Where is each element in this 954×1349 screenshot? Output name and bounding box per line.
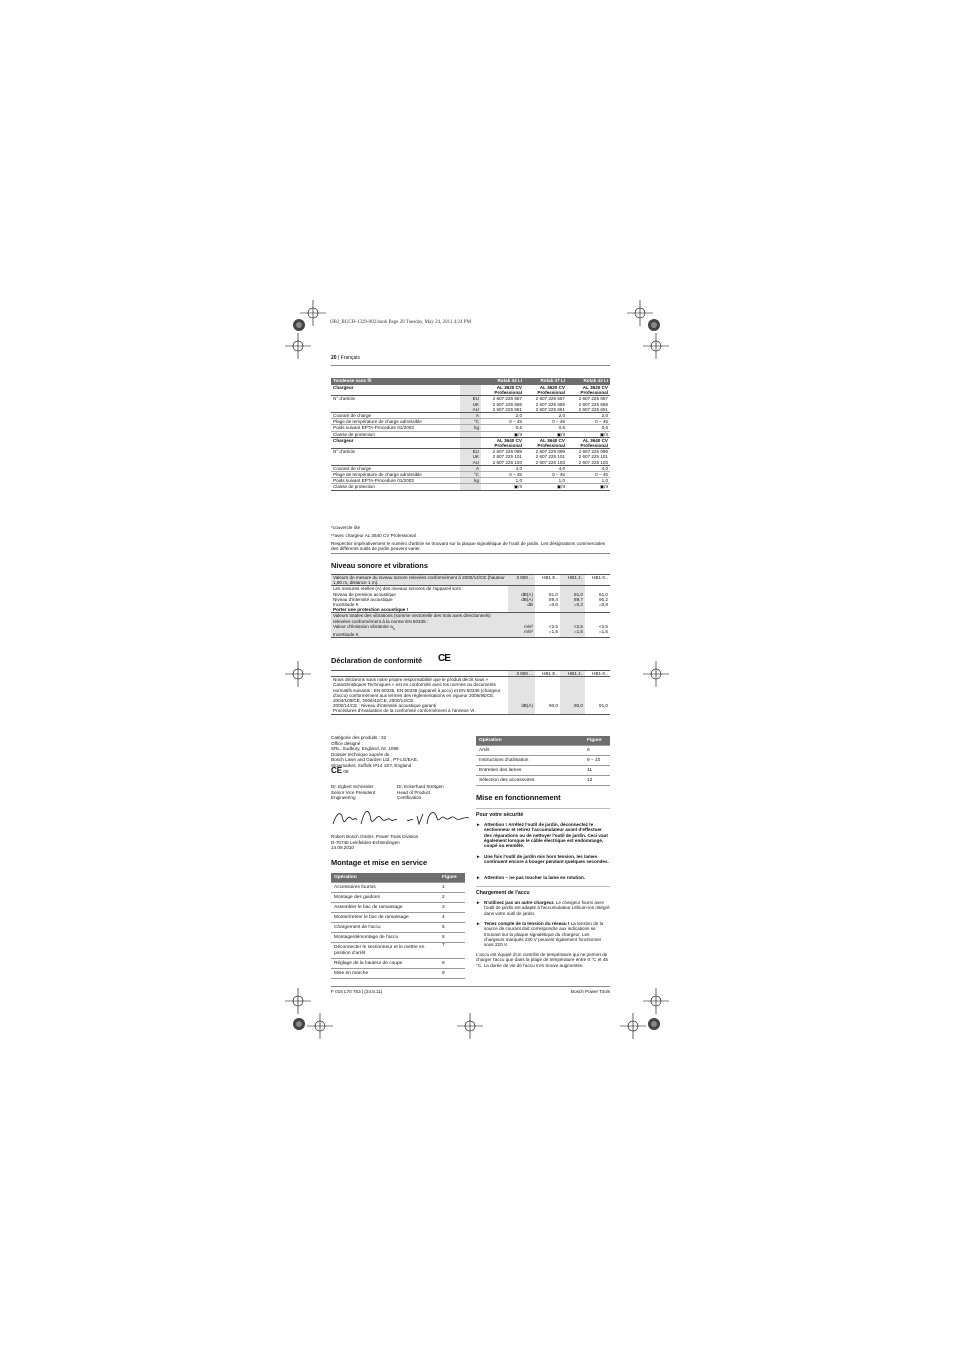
vibration-value: =1,5 bbox=[573, 629, 583, 635]
spec-row-value: 4,0 bbox=[524, 465, 567, 471]
cert-line: Stowmarket, Suffolk IP14 1EY, England bbox=[331, 762, 412, 768]
cert-line: Office désigné : bbox=[331, 740, 363, 746]
operation-row-operation: Entretien des lames bbox=[476, 766, 584, 776]
charger2-value: AL 3640 CV Professional bbox=[567, 437, 610, 448]
charger2-value: AL 3640 CV Professional bbox=[481, 437, 524, 448]
noise-unit: dB bbox=[527, 602, 533, 608]
region: UK bbox=[472, 401, 479, 407]
spec-row-label: Classe de protection bbox=[331, 484, 460, 490]
signatory-name: Dr. Egbert Schneider bbox=[331, 784, 374, 789]
noise-line: Niveau de pression acoustique bbox=[333, 591, 396, 597]
article-number: 2 607 225 103 bbox=[535, 459, 565, 465]
protection-class: ▣/II bbox=[567, 484, 610, 490]
header-language: Français bbox=[340, 355, 360, 361]
article-label: N° d'article bbox=[331, 396, 460, 413]
spec-row-unit: kg bbox=[460, 478, 481, 484]
crop-mark-icon bbox=[643, 661, 669, 687]
montage-head-figure: Figure bbox=[439, 873, 465, 883]
protection-class: ▣/II bbox=[567, 431, 610, 437]
safety-item bbox=[476, 854, 610, 865]
bullet-arrow-icon: ► bbox=[476, 900, 481, 905]
charger1-value: AL 3620 CV Professional bbox=[580, 385, 608, 396]
spec-row-unit: °C bbox=[460, 472, 481, 478]
spec-row-value: 0 – 45 bbox=[524, 419, 567, 425]
signatory-dept: Engineering bbox=[331, 795, 356, 800]
company-line: Robert Bosch GmbH, Power Tools Division bbox=[331, 834, 419, 839]
crop-mark-icon bbox=[307, 1013, 333, 1039]
spec-row-label: Classe de protection bbox=[331, 431, 460, 437]
vibration-value: <2,5 bbox=[573, 623, 583, 629]
safety-text: Une fois l'outil de jardin mis hors tension, les lames continuent encore à bouger pendant quelques secondes. bbox=[484, 854, 609, 865]
spec-row-value: 1,0 bbox=[524, 478, 567, 484]
montage-row-operation: Montage des guidons bbox=[331, 893, 439, 903]
article-number: 2 607 225 101 bbox=[535, 454, 565, 460]
spec-head-unit bbox=[460, 378, 481, 385]
conformity-value: 90,0 bbox=[574, 703, 583, 709]
spec-row-value: 0,6 bbox=[481, 425, 524, 431]
spec-row-value: 0 – 45 bbox=[567, 472, 610, 478]
noise-unit: dB(A) bbox=[521, 591, 533, 597]
article-number: 2 607 225 661 bbox=[578, 406, 608, 412]
signatory-2 bbox=[397, 784, 444, 801]
safety-text: Attention – ne pas toucher la lame en rotation. bbox=[484, 875, 586, 880]
montage-row-operation: Chargement de l'accu bbox=[331, 923, 439, 933]
company-line: D-70745 Leinfelden-Echterdingen bbox=[331, 839, 400, 845]
montage-row-figure: 2 bbox=[439, 893, 465, 903]
spec-row-unit: A bbox=[460, 465, 481, 471]
crop-mark-icon bbox=[300, 300, 326, 326]
spec-row-value: 2,0 bbox=[481, 413, 524, 419]
article-number: 2 607 225 659 bbox=[492, 401, 522, 407]
noise-value: =0,8 bbox=[598, 602, 608, 608]
operation-row-operation: Arrêt bbox=[476, 746, 584, 756]
spec-row-value: 4,0 bbox=[567, 465, 610, 471]
protection-class: ▣/II bbox=[524, 484, 567, 490]
operation-row-operation: Sélection des accessoires bbox=[476, 776, 584, 786]
montage-row-figure: 1 bbox=[439, 883, 465, 893]
spec-head-rotak43: Rotak 43 LI bbox=[567, 378, 610, 385]
montage-row-operation: Monter/retirer le bac de ramassage bbox=[331, 913, 439, 923]
spec-row-value: 1,0 bbox=[567, 478, 610, 484]
charge-item bbox=[476, 900, 610, 916]
bullet-arrow-icon: ► bbox=[476, 875, 481, 880]
article-number: 2 607 225 661 bbox=[492, 406, 522, 412]
montage-row-figure: 9 bbox=[439, 969, 465, 979]
conformity-table bbox=[331, 670, 610, 715]
spec-row-value: 2,0 bbox=[524, 413, 567, 419]
operation-row-figure: 11 bbox=[584, 766, 610, 776]
article-number: 2 607 225 657 bbox=[492, 396, 522, 402]
article-number: 2 607 225 099 bbox=[492, 449, 522, 455]
spec-row-value: 4,0 bbox=[481, 465, 524, 471]
crop-mark-icon bbox=[643, 333, 669, 359]
protection-class: ▣/II bbox=[481, 484, 524, 490]
montage-row-figure: 5 bbox=[439, 923, 465, 933]
charge-bold: Tenez compte de la tension du réseau ! bbox=[484, 921, 570, 926]
vibration-value: <2,5 bbox=[598, 623, 608, 629]
bullet-arrow-icon: ► bbox=[476, 854, 481, 859]
page-number: 20 bbox=[331, 355, 337, 361]
spec-head-rotak37: Rotak 37 LI bbox=[524, 378, 567, 385]
noise-table: Valeurs de mesure du niveau sonore relevées conformément à 2000/14/CE (hauteur 1,60 m, distance 1 m). 3 600 ... HB1 E.. HB1 J.. HB1 K.. Les mesures réelles (A) des niveaux sonores de l'appareil sont : Niveau de pression acoustique Niveau d'intensité acoustique Incertitude K Porter une protection acoustique ! dB(A) dB(A) dB 81,0 89,4 =0,6 81,0 89,7 =0,3 81,0 90,2 =0,8 Valeurs totales des vibrations (somme vectorielle des trois axes directionnels) relevées conformément à la norme EN 60335 : Valeur d'émission vibratoire $a_h$ Incertitude K m/s² m/s² <2,5 =1,5 <2,5 =1,5 <2,5 =1,5 bbox=[333, 575, 608, 637]
bullet-arrow-icon: ► bbox=[476, 921, 481, 926]
noise-col-head: HB1 K.. bbox=[585, 575, 610, 586]
spec-row-unit: kg bbox=[460, 425, 481, 431]
article-number: 2 607 225 101 bbox=[578, 454, 608, 460]
operation-row-figure: 9 – 10 bbox=[584, 756, 610, 766]
crop-mark-icon bbox=[457, 1013, 483, 1039]
crop-mark-icon bbox=[285, 333, 311, 359]
signatory-dept: Certification bbox=[397, 795, 422, 800]
signatory-role: Head of Product bbox=[397, 789, 431, 795]
spec-row-value: 1,0 bbox=[481, 478, 524, 484]
safety-text: Attention ! Arrêtez l'outil de jardin, déconnectez le sectionneur et retirez l'accumulateur avant d'effectuer des réparations ou de nettoyer l'outil de jardin. Ceci vaut également lorsque le câble électrique est endommagé, coupé ou emmêlé. bbox=[484, 822, 608, 849]
ce-mark-icon: CE bbox=[438, 653, 450, 664]
noise-title: Niveau sonore et vibrations bbox=[331, 561, 428, 570]
spec-row-value: 0,6 bbox=[567, 425, 610, 431]
cert-line: Dossier technique auprès de : bbox=[331, 751, 393, 757]
ce-mark-icon: CE bbox=[331, 766, 343, 775]
vibration-line: Incertitude K bbox=[333, 631, 359, 637]
montage-row-figure: 8 bbox=[439, 959, 465, 969]
conformity-col-head: HB1 K.. bbox=[585, 671, 610, 677]
vibration-line: Valeur d'émission vibratoire a bbox=[333, 623, 393, 629]
signatory-role: Senior Vice President bbox=[331, 789, 376, 795]
cert-line: SRL, Sudbury, England, Nr. 1088 bbox=[331, 746, 399, 751]
conformity-col-head: HB1 J.. bbox=[560, 671, 585, 677]
page-header bbox=[331, 355, 610, 366]
spec-row-label: Plage de température de charge admissible bbox=[331, 472, 460, 478]
article-number: 2 607 225 103 bbox=[578, 459, 608, 465]
article-number: 2 607 225 103 bbox=[492, 459, 522, 465]
conformity-value: 91,0 bbox=[599, 703, 608, 709]
spec-row-unit bbox=[460, 484, 481, 490]
article-number: 2 607 225 659 bbox=[535, 401, 565, 407]
signatory-name: Dr. Eckerhard Strötgen bbox=[397, 784, 444, 789]
noise-line: Niveau d'intensité acoustique bbox=[333, 596, 393, 602]
ce-year: 08 bbox=[343, 769, 349, 774]
charge-text: Le chargeur fourni avec l'outil de jardin est adapté à l'accumulateur Lithium-ion intégré dans votre outil de jardin. bbox=[484, 900, 610, 916]
operation-head-figure: Figure bbox=[584, 736, 610, 746]
article-number: 2 607 225 661 bbox=[535, 406, 565, 412]
conformity-col-head: 3 600 ... bbox=[508, 671, 535, 677]
cert-line: Bosch Lawn and Garden Ltd., PT-LG/EAE, bbox=[331, 757, 419, 762]
region: EU bbox=[472, 396, 479, 402]
spec-row-value: 0 – 45 bbox=[524, 472, 567, 478]
footer-right: Bosch Power Tools bbox=[571, 989, 610, 994]
noise-value: 89,4 bbox=[549, 596, 558, 602]
spec-row-value: 0,6 bbox=[524, 425, 567, 431]
noise-value: 81,0 bbox=[549, 591, 558, 597]
spec-row-unit: °C bbox=[460, 419, 481, 425]
vibration-value: =1,5 bbox=[598, 629, 608, 635]
operation-row-figure: 12 bbox=[584, 776, 610, 786]
charger1-label: Chargeur bbox=[333, 385, 354, 390]
article-number: 2 607 225 099 bbox=[535, 449, 565, 455]
noise-line: Incertitude K bbox=[333, 602, 359, 608]
spec-row-value: 0 – 45 bbox=[481, 472, 524, 478]
charge-bold: N'utilisez pas un autre chargeur. bbox=[484, 900, 555, 905]
charge-text: La tension de la source de courant doit correspondre aux indications se trouvant sur la plaque signalétique du chargeur. Les chargeurs marqués 230 V peuvent également fonctionner sous 220 V. bbox=[484, 921, 604, 948]
article-number: 2 607 225 659 bbox=[578, 401, 608, 407]
header-separator: | bbox=[336, 355, 341, 361]
operation-row-operation: Instructions d'utilisation bbox=[476, 756, 584, 766]
bullet-arrow-icon: ► bbox=[476, 822, 481, 827]
spec-row-value: 0 – 45 bbox=[567, 419, 610, 425]
montage-title: Montage et mise en service bbox=[331, 858, 428, 867]
article-label: N° d'article bbox=[331, 449, 460, 466]
signatory-1 bbox=[331, 784, 375, 801]
region: AU bbox=[472, 459, 479, 465]
article-number: 2 607 225 099 bbox=[578, 449, 608, 455]
conformity-title: Déclaration de conformité bbox=[331, 656, 423, 665]
noise-row1: Valeurs de mesure du niveau sonore relevées conformément à 2000/14/CE (hauteur 1,60 m, distance 1 m). bbox=[331, 575, 508, 586]
spec-row-label: Courant de charge bbox=[331, 465, 460, 471]
crop-mark-icon bbox=[285, 661, 311, 687]
spec-row-label: Courant de charge bbox=[331, 413, 460, 419]
montage-row-figure: 7 bbox=[439, 943, 465, 959]
conformity-text: Nous déclarons sous notre propre responsabilité que le produit décrit sous « Caractéristiques Techniques » est en conformité avec les normes ou documents normatifs suivants : EN 60335, EN 50338 (appareil à accu) et EN 60335 (chargeur d'accu) conformément aux termes des réglementations en vigueur 2006/95/CE, 2004/108/CE, 2006/42/CE, 2000/14/CE. bbox=[333, 677, 501, 704]
charge-paragraph: L'accu est équipé d'un contrôle de température qui ne permet de charger l'accu que dans la plage de température entre 0 °C et 45 °C. La durée de vie de l'accu s'en trouve augmentée. bbox=[476, 952, 608, 968]
safety-title: Pour votre sécurité bbox=[476, 812, 524, 818]
spec-row-label: Poids suivant EPTA-Procedure 01/2003 bbox=[331, 478, 460, 484]
region: AU bbox=[472, 406, 479, 412]
charger1-value: AL 3620 CV Professional bbox=[494, 385, 522, 396]
operation-table bbox=[476, 736, 610, 786]
region: UK bbox=[472, 454, 479, 460]
montage-row-operation: Assembler le bac de ramassage bbox=[331, 903, 439, 913]
noise-value: 81,0 bbox=[574, 591, 583, 597]
company-date: 14.09.2010 bbox=[331, 845, 354, 850]
montage-row-operation: Accessoires fournis bbox=[331, 883, 439, 893]
operation-head-operation: Opération bbox=[476, 736, 584, 746]
vibration-unit: m/s² bbox=[524, 623, 533, 629]
noise-col-head: HB1 J.. bbox=[560, 575, 585, 586]
spec-table bbox=[331, 378, 610, 491]
noise-line: Les mesures réelles (A) des niveaux sonores de l'appareil sont : bbox=[333, 586, 464, 592]
conformity-col-head: HB1 E.. bbox=[535, 671, 560, 677]
registration-mark-icon bbox=[641, 1011, 667, 1037]
mise-title: Mise en fonctionnement bbox=[476, 793, 561, 802]
noise-value: =0,3 bbox=[573, 602, 583, 608]
noise-col-head: HB1 E.. bbox=[535, 575, 560, 586]
conformity-unit: dB(A) bbox=[521, 703, 533, 709]
article-number: 2 607 225 657 bbox=[535, 396, 565, 402]
protection-class: ▣/II bbox=[481, 431, 524, 437]
protection-class: ▣/II bbox=[524, 431, 567, 437]
montage-row-operation: Réglage de la hauteur de coupe bbox=[331, 959, 439, 969]
spec-row-label: Poids suivant EPTA-Procedure 01/2003 bbox=[331, 425, 460, 431]
print-slug: OBJ_BUCH-1329-002.book Page 20 Tuesday, May 24, 2011 4:24 PM bbox=[330, 320, 472, 325]
noise-value: 89,7 bbox=[574, 596, 583, 602]
spec-head-product: Tondeuse sans fil bbox=[331, 378, 460, 385]
charger1-value: AL 3620 CV Professional bbox=[537, 385, 565, 396]
montage-row-operation: Montage/démontage de l'accu bbox=[331, 933, 439, 943]
vibration-value: =1,5 bbox=[548, 629, 558, 635]
noise-value: =0,6 bbox=[548, 602, 558, 608]
operation-row-figure: 9 bbox=[584, 746, 610, 756]
vibration-line: Valeurs totales des vibrations (somme vectorielle des trois axes directionnels) relevées conformément à la norme EN 60335 : bbox=[333, 613, 491, 624]
footnote: **avec chargeur AL 3640 CV Professional bbox=[331, 533, 416, 538]
article-number: 2 607 225 101 bbox=[492, 454, 522, 460]
charge-title: Chargement de l'accu bbox=[476, 890, 530, 896]
noise-unit: dB(A) bbox=[521, 596, 533, 602]
montage-row-figure: 4 bbox=[439, 913, 465, 923]
signatures-icon bbox=[331, 806, 471, 830]
charge-item bbox=[476, 921, 610, 947]
footnote: *couvercle ôté bbox=[331, 525, 361, 530]
cert-line: Catégorie des produits : 32 bbox=[331, 735, 387, 740]
charger2-value: AL 3640 CV Professional bbox=[524, 437, 567, 448]
spec-row-value: 2,0 bbox=[567, 413, 610, 419]
vibration-value: <2,5 bbox=[548, 623, 558, 629]
montage-row-figure: 6 bbox=[439, 933, 465, 943]
conformity-line: 2000/14/CE : Niveau d'intensité acoustique garanti bbox=[333, 703, 437, 709]
noise-col-head: 3 600 ... bbox=[508, 575, 535, 586]
safety-item bbox=[476, 875, 610, 880]
respect-note: Respectez impérativement le numéro d'article se trouvant sur la plaque signalétique de l'outil de jardin. Les désignations commerciales des différents outils de jardin peuvent varier. bbox=[331, 541, 605, 552]
crop-mark-icon bbox=[627, 300, 653, 326]
region: EU bbox=[472, 449, 479, 455]
montage-row-figure: 3 bbox=[439, 903, 465, 913]
spec-row-unit: A bbox=[460, 413, 481, 419]
conformity-line: Procédures d'évaluation de la conformité conformément à l'annexe VI. bbox=[333, 708, 476, 714]
vibration-unit: m/s² bbox=[524, 629, 533, 635]
noise-warning: Porter une protection acoustique ! bbox=[333, 607, 409, 613]
spec-head-rotak34: Rotak 34 LI bbox=[481, 378, 524, 385]
article-number: 2 607 225 657 bbox=[578, 396, 608, 402]
noise-value: 90,2 bbox=[599, 596, 608, 602]
spec-row-value: 0 – 45 bbox=[481, 419, 524, 425]
noise-value: 81,0 bbox=[599, 591, 608, 597]
montage-table bbox=[331, 873, 465, 979]
conformity-value: 90,0 bbox=[549, 703, 558, 709]
montage-row-operation: Mise en marche bbox=[331, 969, 439, 979]
charger2-label: Chargeur bbox=[331, 437, 460, 448]
footer-left: F 016 L70 763 | (24.5.11) bbox=[331, 989, 383, 994]
safety-item bbox=[476, 822, 610, 848]
montage-row-operation: Déconnecter le sectionneur et le mettre en position d'arrêt bbox=[331, 943, 439, 959]
spec-row-label: Plage de température de charge admissible bbox=[331, 419, 460, 425]
company-block bbox=[331, 834, 418, 851]
certification-block bbox=[331, 735, 418, 775]
montage-head-operation: Opération bbox=[331, 873, 439, 883]
